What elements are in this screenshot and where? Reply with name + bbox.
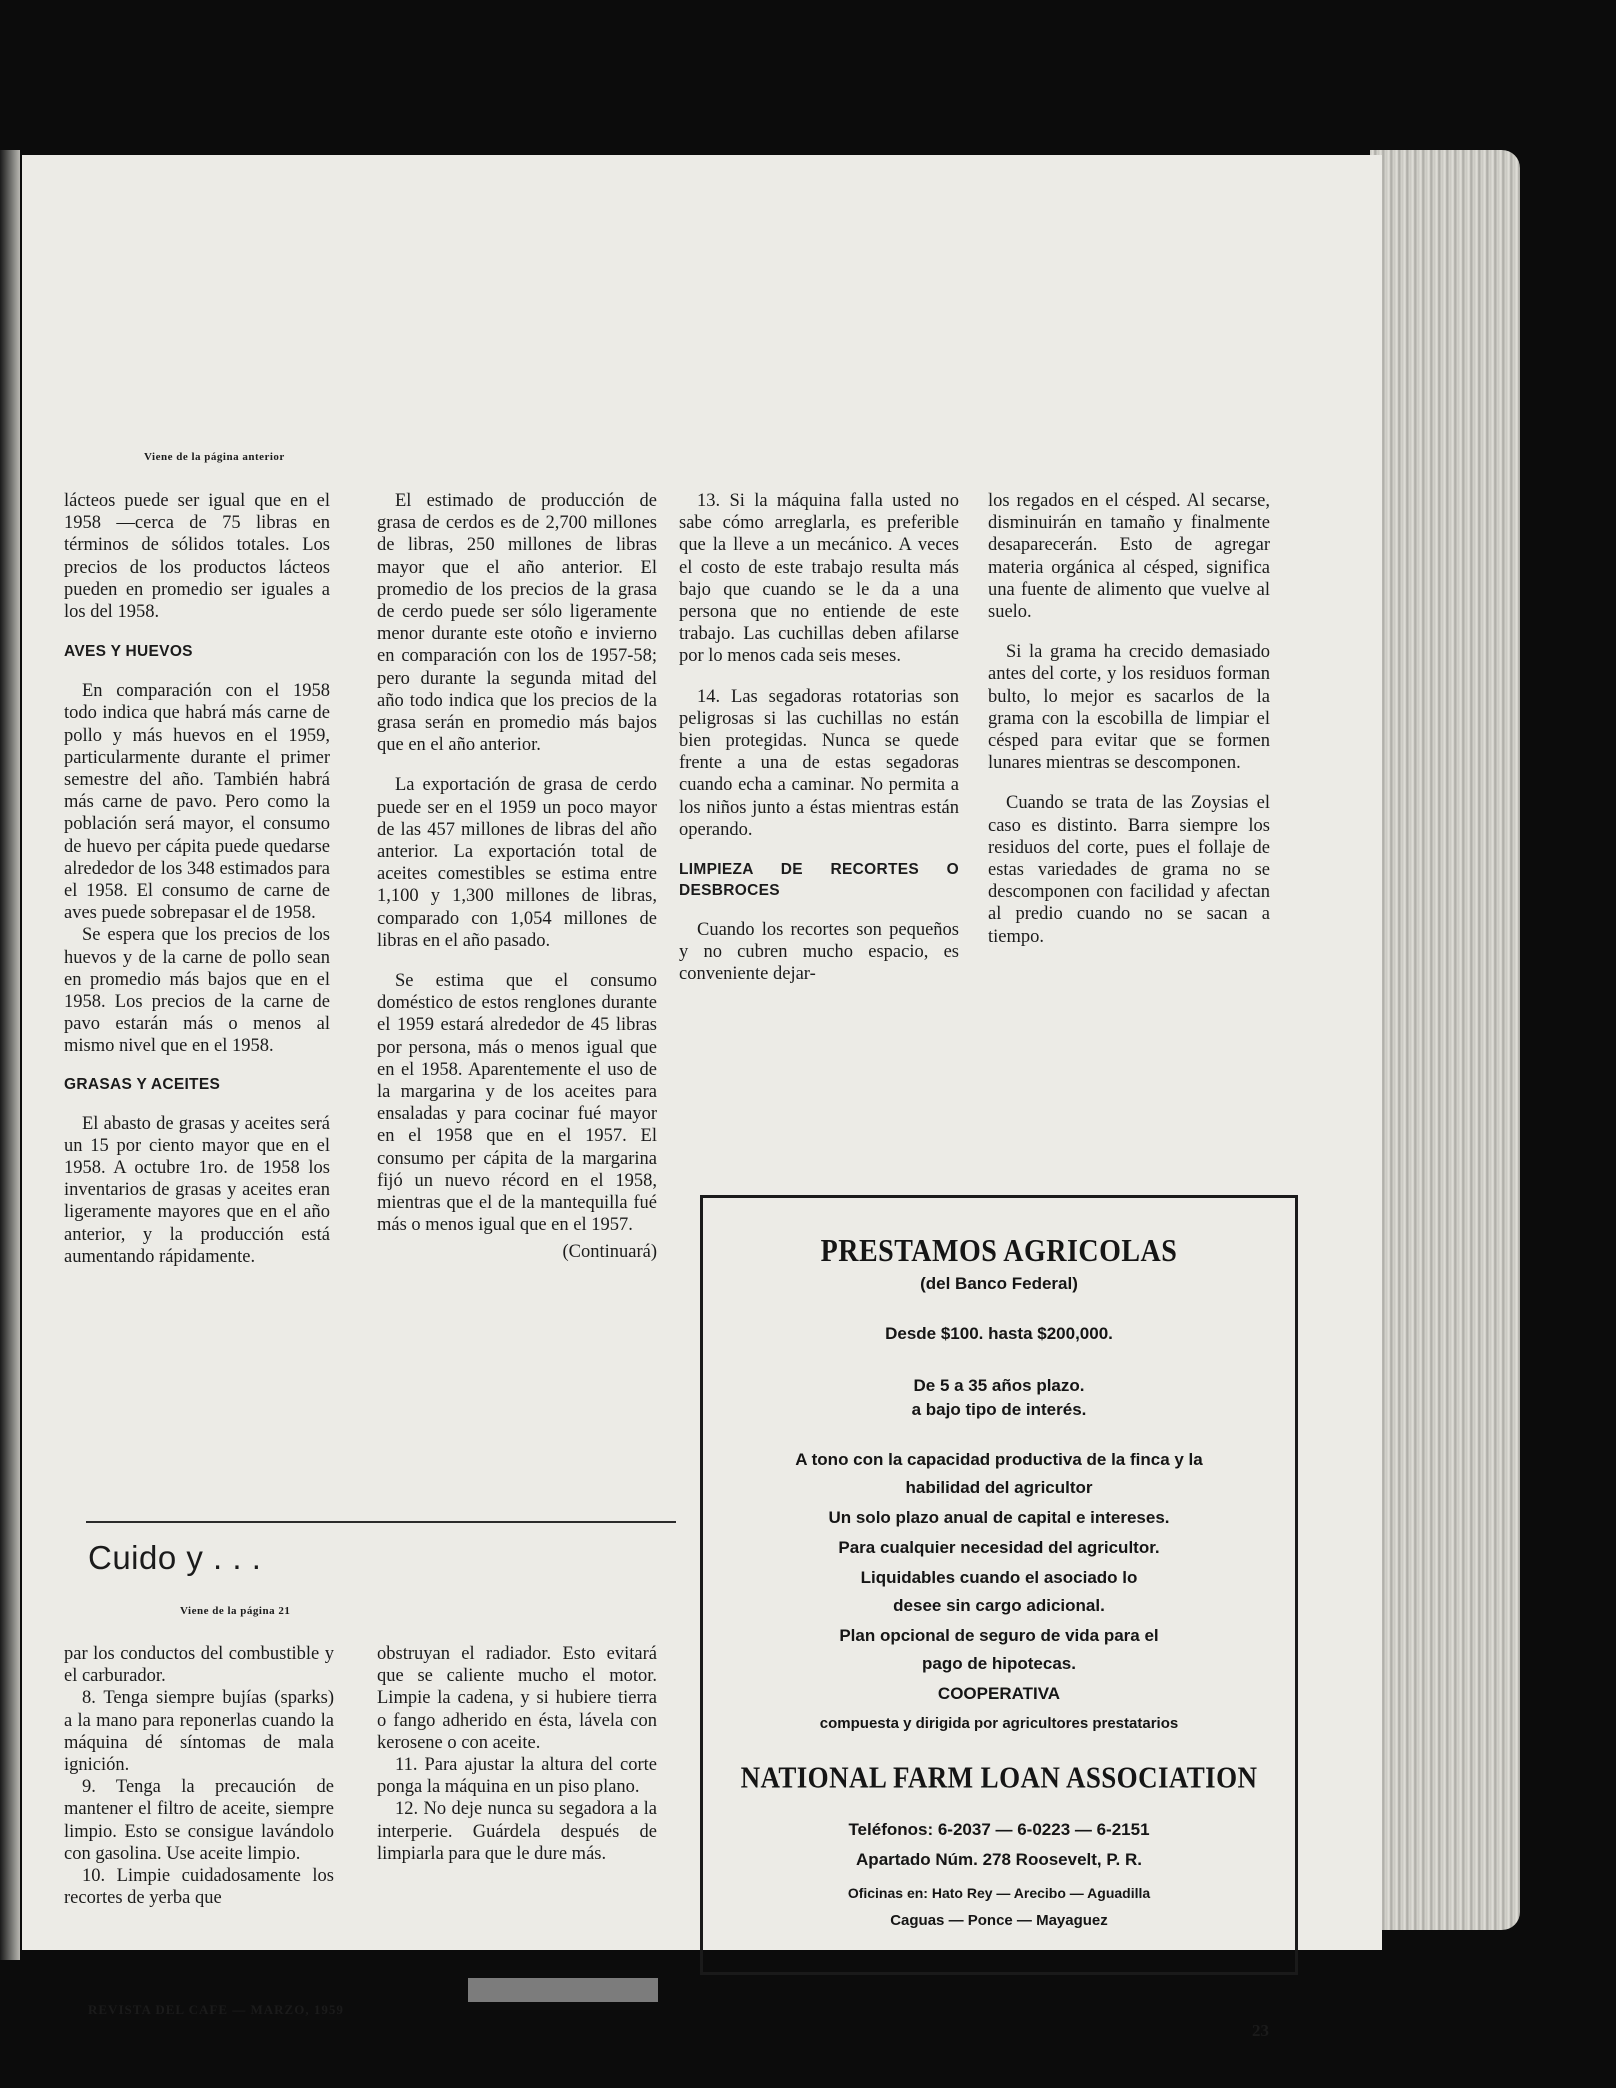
ad-cooperativa: COOPERATIVA	[937, 1684, 1061, 1703]
ad-offices-line-2: Caguas — Ponce — Mayaguez	[890, 1912, 1108, 1929]
cuido-column-left	[64, 1643, 334, 1909]
column-4	[988, 490, 1270, 966]
ad-phones: Teléfonos: 6-2037 — 6-0223 — 6-2151	[848, 1820, 1150, 1839]
ad-term-line-1: De 5 a 35 años plazo.	[913, 1376, 1085, 1395]
aves-paragraph-2: Se espera que los precios de los huevos y de la carne de pollo sean en promedio más bajos que en el 1958. Los precios de la carne de pavo estarán más o menos al mismo nivel que en el 1958.	[64, 925, 330, 1057]
ad-offices-line-1: Oficinas en: Hato Rey — Arecibo — Aguadilla	[847, 1885, 1151, 1901]
page-number: 23	[1252, 2021, 1269, 2040]
lard-production-paragraph: El estimado de producción de grasa de cerdos es de 2,700 millones de libras, 250 millones de libras mayor que el año anterior. El promedio de los precios de la grasa de cerdo puede ser sólo ligeramente menor durante este otoño e invierno en comparación con los de 1957-58; pero durante la segunda mitad del año todo indica que los precios de la grasa serán en promedio más bajos que en el año anterior.	[377, 491, 657, 756]
ad-benefit-3: Para cualquier necesidad del agricultor.	[838, 1538, 1160, 1557]
section-divider	[86, 1521, 676, 1523]
ad-benefit-5: Plan opcional de seguro de vida para el pago de hipotecas.	[839, 1626, 1159, 1673]
cuido-article-title: Cuido y . . .	[88, 1539, 262, 1576]
ad-coop-description: compuesta y dirigida por agricultores prestatarios	[819, 1715, 1179, 1732]
continues-label: (Continuará)	[562, 1241, 657, 1262]
cuido-item-8: 8. Tenga siempre bujías (sparks) a la mano para reponerlas cuando la máquina dé síntomas de mala ignición.	[64, 1688, 334, 1776]
ad-association-name: NATIONAL FARM LOAN ASSOCIATION	[740, 1759, 1258, 1795]
ad-subtitle: (del Banco Federal)	[920, 1274, 1078, 1293]
footer-publication: REVISTA DEL CAFE — MARZO, 1959	[88, 2002, 344, 2017]
cuido-paragraph-fuel: par los conductos del combustible y el carburador.	[64, 1644, 334, 1687]
tall-grass-paragraph: Si la grama ha crecido demasiado antes del corte, y los residuos forman bulto, lo mejor es sacarlos de la grama con la escobilla de limpiar el césped para evitar que se formen lunares mientras se descomponen.	[988, 642, 1270, 774]
item-13-paragraph: 13. Si la máquina falla usted no sabe cómo arreglarla, es preferible que la lleve a un mecánico. A veces el costo de este trabajo resulta más bajo que cuando se le da a una persona que no entiende de este trabajo. Las cuchillas deben afilarse por lo menos cada seis meses.	[679, 491, 959, 667]
clippings-paragraph: Cuando los recortes son pequeños y no cubren mucho espacio, es conveniente dejar-	[679, 920, 959, 985]
cuido-item-11: 11. Para ajustar la altura del corte ponga la máquina en un piso plano.	[377, 1755, 657, 1798]
ad-term-line-2: a bajo tipo de interés.	[911, 1400, 1087, 1419]
heading-aves-huevos: AVES Y HUEVOS	[64, 643, 193, 661]
book-page-stack	[1370, 150, 1520, 1930]
clippings-continued-paragraph: los regados en el césped. Al secarse, disminuirán en tamaño y finalmente desaparecerán. Esto de agregar materia orgánica al césped, significa una fuente de alimento que vuelve al suelo.	[988, 491, 1270, 623]
ad-terms	[703, 1374, 1295, 1422]
cuido-continued-note: Viene de la página 21	[180, 1605, 291, 1617]
zoysia-paragraph: Cuando se trata de las Zoysias el caso es distinto. Barra siempre los residuos del corte, pues el follaje de estas variedades de grama no se descomponen con facilidad y afectan al predio cuando no se sacan a tiempo.	[988, 793, 1270, 947]
ad-address: Apartado Núm. 278 Roosevelt, P. R.	[856, 1850, 1142, 1869]
column-3	[679, 490, 959, 1004]
heading-limpieza-recortes: LIMPIEZA DE RECORTES O DESBROCES	[679, 861, 959, 900]
column-2	[377, 490, 657, 1263]
magazine-page	[22, 155, 1382, 2040]
ad-loan-range: Desde $100. hasta $200,000.	[885, 1324, 1113, 1343]
consumption-paragraph: Se estima que el consumo doméstico de estos renglones durante el 1959 estará alrededor de 45 libras por persona, más o menos igual que en el 1958. Aparentemente el uso de la margarina y de los aceites para ensaladas y para cocinar fué mayor en el 1958 que en el 1957. El consumo per cápita de la margarina fijó un nuevo récord en el 1958, mientras que el de la mantequilla fué más o menos igual que en el 1957.	[377, 971, 657, 1236]
ad-benefit-2: Un solo plazo anual de capital e intereses.	[828, 1508, 1170, 1527]
column-1	[64, 490, 330, 1286]
lard-export-paragraph: La exportación de grasa de cerdo puede ser en el 1959 un poco mayor de las 457 millones de libras del año anterior. La exportación total de aceites comestibles se estima entre 1,100 y 1,300 millones de libras, comparado con 1,054 millones de libras en el año pasado.	[377, 775, 657, 951]
aves-paragraph-1: En comparación con el 1958 todo indica que habrá más carne de pollo y más huevos en el 1959, particularmente durante el primer semestre del año. También habrá más carne de pavo. Pero como la población será mayor, el consumo de huevo per cápita puede quedarse alrededor de los 348 estimados para el 1958. El consumo de carne de aves puede sobrepasar el de 1958.	[64, 681, 330, 924]
ad-title: PRESTAMOS AGRICOLAS	[820, 1233, 1178, 1270]
scan-calibration-bar	[468, 1978, 658, 2002]
cuido-column-right	[377, 1643, 657, 1865]
continued-from-note: Viene de la página anterior	[144, 451, 285, 463]
grasas-paragraph-1: El abasto de grasas y aceites será un 15 por ciento mayor que en el 1958. A octubre 1ro. de 1958 los inventarios de grasas y aceites eran ligeramente mayores que en el año anterior, y la producción está aumentando rápidamente.	[64, 1113, 330, 1267]
cuido-paragraph-radiator: obstruyan el radiador. Esto evitará que se caliente mucho el motor. Limpie la cadena, y si hubiere tierra o fango adherido en ésta, lávela con kerosene o con aceite.	[377, 1644, 657, 1753]
cuido-item-9: 9. Tenga la precaución de mantener el filtro de aceite, siempre limpio. Esto se consigue lavándolo con gasolina. Use aceite limpio.	[64, 1777, 334, 1864]
cuido-item-10: 10. Limpie cuidadosamente los recortes de yerba que	[64, 1866, 334, 1909]
item-14-paragraph: 14. Las segadoras rotatorias son peligrosas si las cuchillas no están bien protegidas. Nunca se quede frente a una de estas segadoras cuando echa a caminar. No permita a los niños junto a éstas mientras están operando.	[679, 686, 959, 840]
heading-grasas-aceites: GRASAS Y ACEITES	[64, 1075, 221, 1093]
dairy-paragraph: lácteos puede ser igual que en el 1958 —cerca de 75 libras en términos de sólidos totales. Los precios de los productos lácteos pueden en promedio ser iguales a los del 1958.	[64, 491, 330, 623]
cuido-item-12: 12. No deje nunca su segadora a la interperie. Guárdela después de limpiarla para que le dure más.	[377, 1799, 657, 1864]
ad-benefit-4: Liquidables cuando el asociado lo desee sin cargo adicional.	[860, 1568, 1138, 1615]
ad-benefit-1: A tono con la capacidad productiva de la finca y la habilidad del agricultor	[795, 1450, 1203, 1497]
left-page-edge	[0, 150, 20, 1960]
loan-advertisement	[700, 1195, 1298, 1975]
